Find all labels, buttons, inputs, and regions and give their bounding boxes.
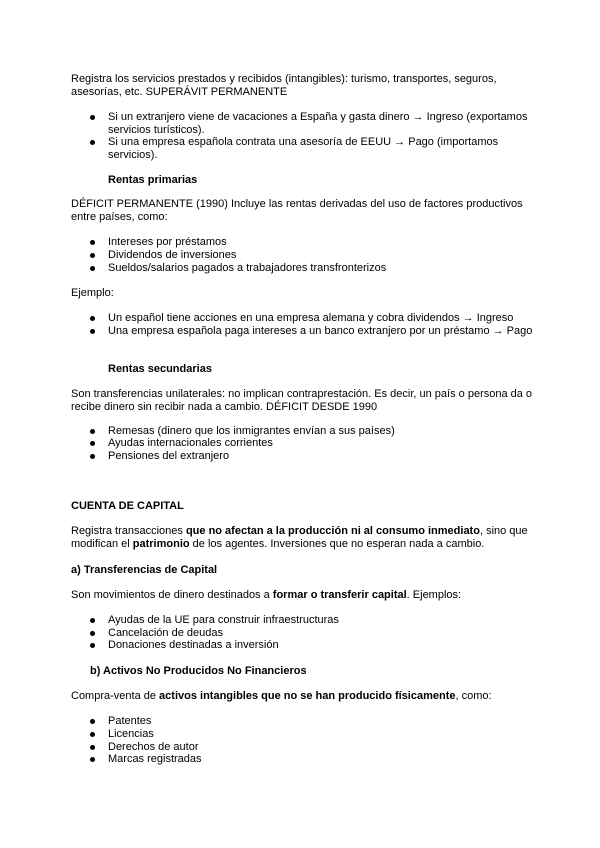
ejemplo-label: Ejemplo: [71,287,114,299]
list-item: Ayudas de la UE para construir infraestructuras [108,614,533,627]
list-item: Remesas (dinero que los inmigrantes envían a sus países) [108,425,533,438]
transferencias-paragraph [71,589,533,602]
bold-run: que no afectan a la producción ni al consumo inmediato [185,525,480,537]
bold-run: formar o transferir capital [272,589,407,601]
list-item: Intereses por préstamos [108,236,533,249]
bold-run: patrimonio [132,538,190,550]
list-item: Patentes [108,715,533,728]
list-item: Si una empresa española contrata una asesoría de EEUU → Pago (importamos servicios). [108,136,533,162]
list-item: Una empresa española paga intereses a un banco extranjero por un préstamo → Pago [108,325,533,337]
activos-paragraph [71,690,533,703]
text-run: Son movimientos de dinero destinados a [71,589,273,601]
list-item: Cancelación de deudas [108,627,533,640]
list-item: Un español tiene acciones en una empresa alemana y cobra dividendos → Ingreso [108,312,533,325]
list-item: Licencias [108,728,533,741]
heading-cuenta-de-capital: CUENTA DE CAPITAL [71,500,184,512]
rentas-secundarias-paragraph: Son transferencias unilaterales: no implican contraprestación. Es decir, un país o persona da o recibe dinero sin recibir nada a cambio. DÉFICIT DESDE 1990 [71,388,533,413]
text-run: Registra transacciones [71,525,186,537]
text-run: . Ejemplos: [406,589,462,601]
text-run: Compra-venta de [71,690,160,702]
list-item: Derechos de autor [108,741,533,754]
list-item: Ayudas internacionales corrientes [108,437,533,450]
list-item: Dividendos de inversiones [108,249,533,262]
list-item: Sueldos/salarios pagados a trabajadores transfronterizos [108,262,533,275]
heading-transferencias-de-capital: a) Transferencias de Capital [71,564,218,576]
bold-run: activos intangibles que no se han producido físicamente [159,690,456,702]
heading-activos-no-producidos: b) Activos No Producidos No Financieros [90,665,307,677]
list-item: Si un extranjero viene de vacaciones a España y gasta dinero → Ingreso (exportamos servicios turísticos). [108,111,533,137]
text-run: , sino que modifican el [71,525,528,550]
heading-rentas-secundarias: Rentas secundarias [108,363,212,375]
list-item: Pensiones del extranjero [108,450,533,463]
list-item: Marcas registradas [108,753,533,766]
text-run: de los agentes. Inversiones que no esperan nada a cambio. [189,538,485,550]
text-run: , como: [455,690,492,702]
list-item: Donaciones destinadas a inversión [108,639,533,652]
cuenta-capital-paragraph [71,525,533,551]
rentas-primarias-paragraph: DÉFICIT PERMANENTE (1990) Incluye las rentas derivadas del uso de factores productivos entre países, como: [71,198,523,223]
servicios-intro-paragraph: Registra los servicios prestados y recibidos (intangibles): turismo, transportes, seguros, asesorías, etc. SUPERÁVIT PERMANENTE [71,73,497,98]
heading-rentas-primarias: Rentas primarias [108,174,198,186]
